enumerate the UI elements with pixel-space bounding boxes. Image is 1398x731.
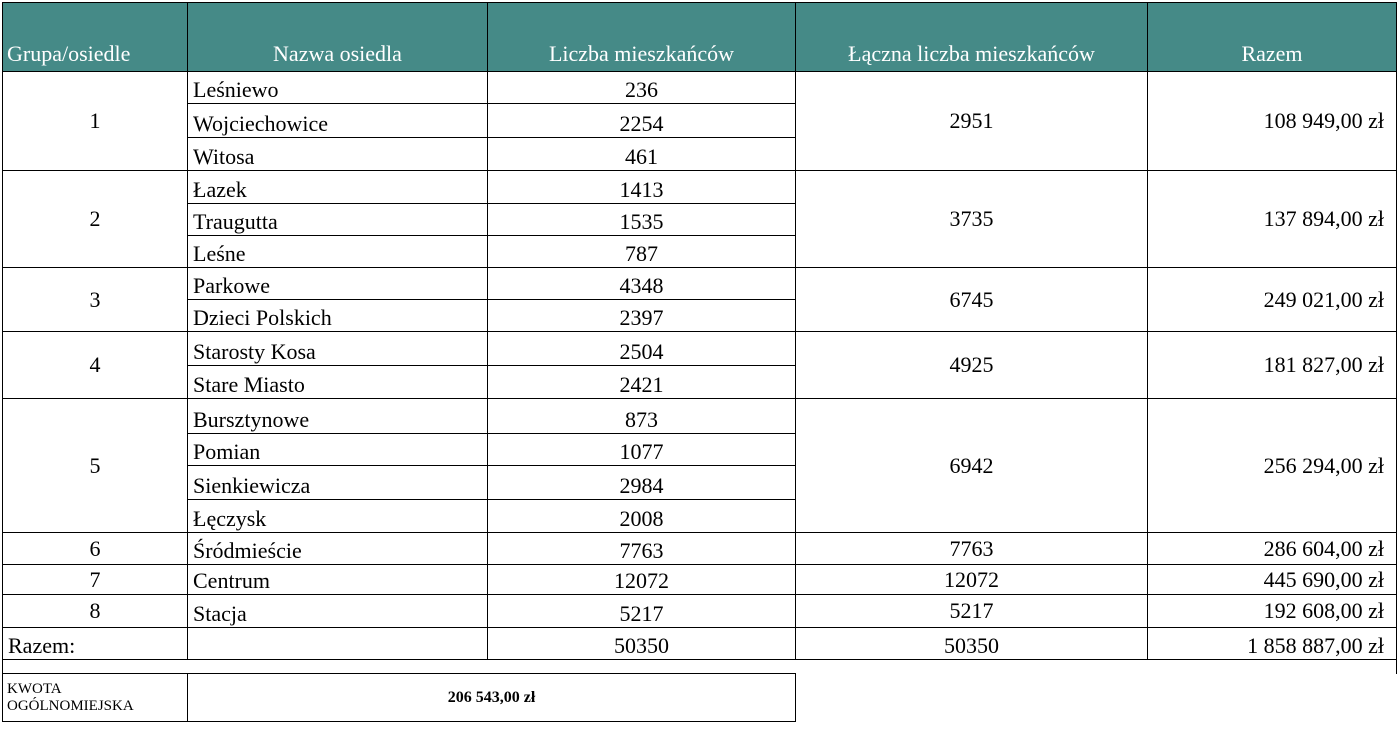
estate-residents: 2254 (488, 104, 796, 138)
estate-name: Stare Miasto (188, 366, 488, 399)
group-number: 3 (3, 268, 188, 332)
estate-name: Parkowe (188, 268, 488, 300)
estate-residents: 873 (488, 399, 796, 434)
kwota-row (3, 674, 1397, 722)
estate-name: Łęczysk (188, 500, 488, 533)
table-row (3, 595, 1397, 628)
estate-residents: 1077 (488, 434, 796, 466)
kwota-label: KWOTA OGÓLNOMIEJSKA (3, 674, 188, 722)
group-number: 4 (3, 332, 188, 399)
group-total-residents: 3735 (796, 171, 1148, 268)
estate-residents: 7763 (488, 533, 796, 565)
group-sum: 137 894,00 zł (1148, 171, 1397, 268)
group-number: 6 (3, 533, 188, 565)
estate-residents: 5217 (488, 595, 796, 628)
estate-name: Sienkiewicza (188, 466, 488, 500)
group-number: 5 (3, 399, 188, 533)
estate-name: Starosty Kosa (188, 332, 488, 366)
summary-row (3, 628, 1397, 660)
group-sum: 249 021,00 zł (1148, 268, 1397, 332)
kwota-value: 206 543,00 zł (188, 674, 796, 722)
group-number: 7 (3, 565, 188, 595)
group-total-residents: 6942 (796, 399, 1148, 533)
estate-name: Śródmieście (188, 533, 488, 565)
group-total-residents: 12072 (796, 565, 1148, 595)
group-number: 2 (3, 171, 188, 268)
group-total-residents: 4925 (796, 332, 1148, 399)
estate-residents: 4348 (488, 268, 796, 300)
group-sum: 286 604,00 zł (1148, 533, 1397, 565)
group-sum: 181 827,00 zł (1148, 332, 1397, 399)
estate-residents: 461 (488, 138, 796, 171)
estate-residents: 12072 (488, 565, 796, 595)
group-sum: 445 690,00 zł (1148, 565, 1397, 595)
estate-residents: 236 (488, 72, 796, 104)
estate-name: Pomian (188, 434, 488, 466)
estate-name: Centrum (188, 565, 488, 595)
table-row (3, 533, 1397, 565)
estate-residents: 1413 (488, 171, 796, 204)
estate-name: Traugutta (188, 204, 488, 236)
group-sum: 256 294,00 zł (1148, 399, 1397, 533)
estate-name: Stacja (188, 595, 488, 628)
header-residents: Liczba mieszkańców (488, 3, 796, 72)
header-row (3, 3, 1397, 72)
summary-residents: 50350 (488, 628, 796, 660)
header-name: Nazwa osiedla (188, 3, 488, 72)
estate-name: Leśniewo (188, 72, 488, 104)
summary-total-residents: 50350 (796, 628, 1148, 660)
table-row (3, 72, 1397, 104)
group-number: 8 (3, 595, 188, 628)
kwota-empty (796, 674, 1397, 722)
estate-residents: 2984 (488, 466, 796, 500)
group-total-residents: 6745 (796, 268, 1148, 332)
residents-table (2, 2, 1397, 722)
separator-row (3, 660, 1397, 674)
estate-residents: 2008 (488, 500, 796, 533)
estate-name: Witosa (188, 138, 488, 171)
table-row (3, 171, 1397, 204)
summary-label: Razem: (3, 628, 188, 660)
estate-residents: 2504 (488, 332, 796, 366)
group-total-residents: 5217 (796, 595, 1148, 628)
summary-sum: 1 858 887,00 zł (1148, 628, 1397, 660)
header-total-residents: Łączna liczba mieszkańców (796, 3, 1148, 72)
header-group: Grupa/osiedle (3, 3, 188, 72)
estate-name: Bursztynowe (188, 399, 488, 434)
estate-name: Łazek (188, 171, 488, 204)
header-sum: Razem (1148, 3, 1397, 72)
group-total-residents: 7763 (796, 533, 1148, 565)
summary-name (188, 628, 488, 660)
group-sum: 192 608,00 zł (1148, 595, 1397, 628)
table-row (3, 399, 1397, 434)
group-total-residents: 2951 (796, 72, 1148, 171)
estate-residents: 1535 (488, 204, 796, 236)
estate-name: Leśne (188, 236, 488, 268)
table-row (3, 332, 1397, 366)
table-row (3, 565, 1397, 595)
group-sum: 108 949,00 zł (1148, 72, 1397, 171)
estate-residents: 2397 (488, 300, 796, 332)
estate-residents: 2421 (488, 366, 796, 399)
estate-name: Dzieci Polskich (188, 300, 488, 332)
separator (3, 660, 1397, 674)
estate-residents: 787 (488, 236, 796, 268)
group-number: 1 (3, 72, 188, 171)
table-row (3, 268, 1397, 300)
table-body (3, 72, 1397, 722)
estate-name: Wojciechowice (188, 104, 488, 138)
